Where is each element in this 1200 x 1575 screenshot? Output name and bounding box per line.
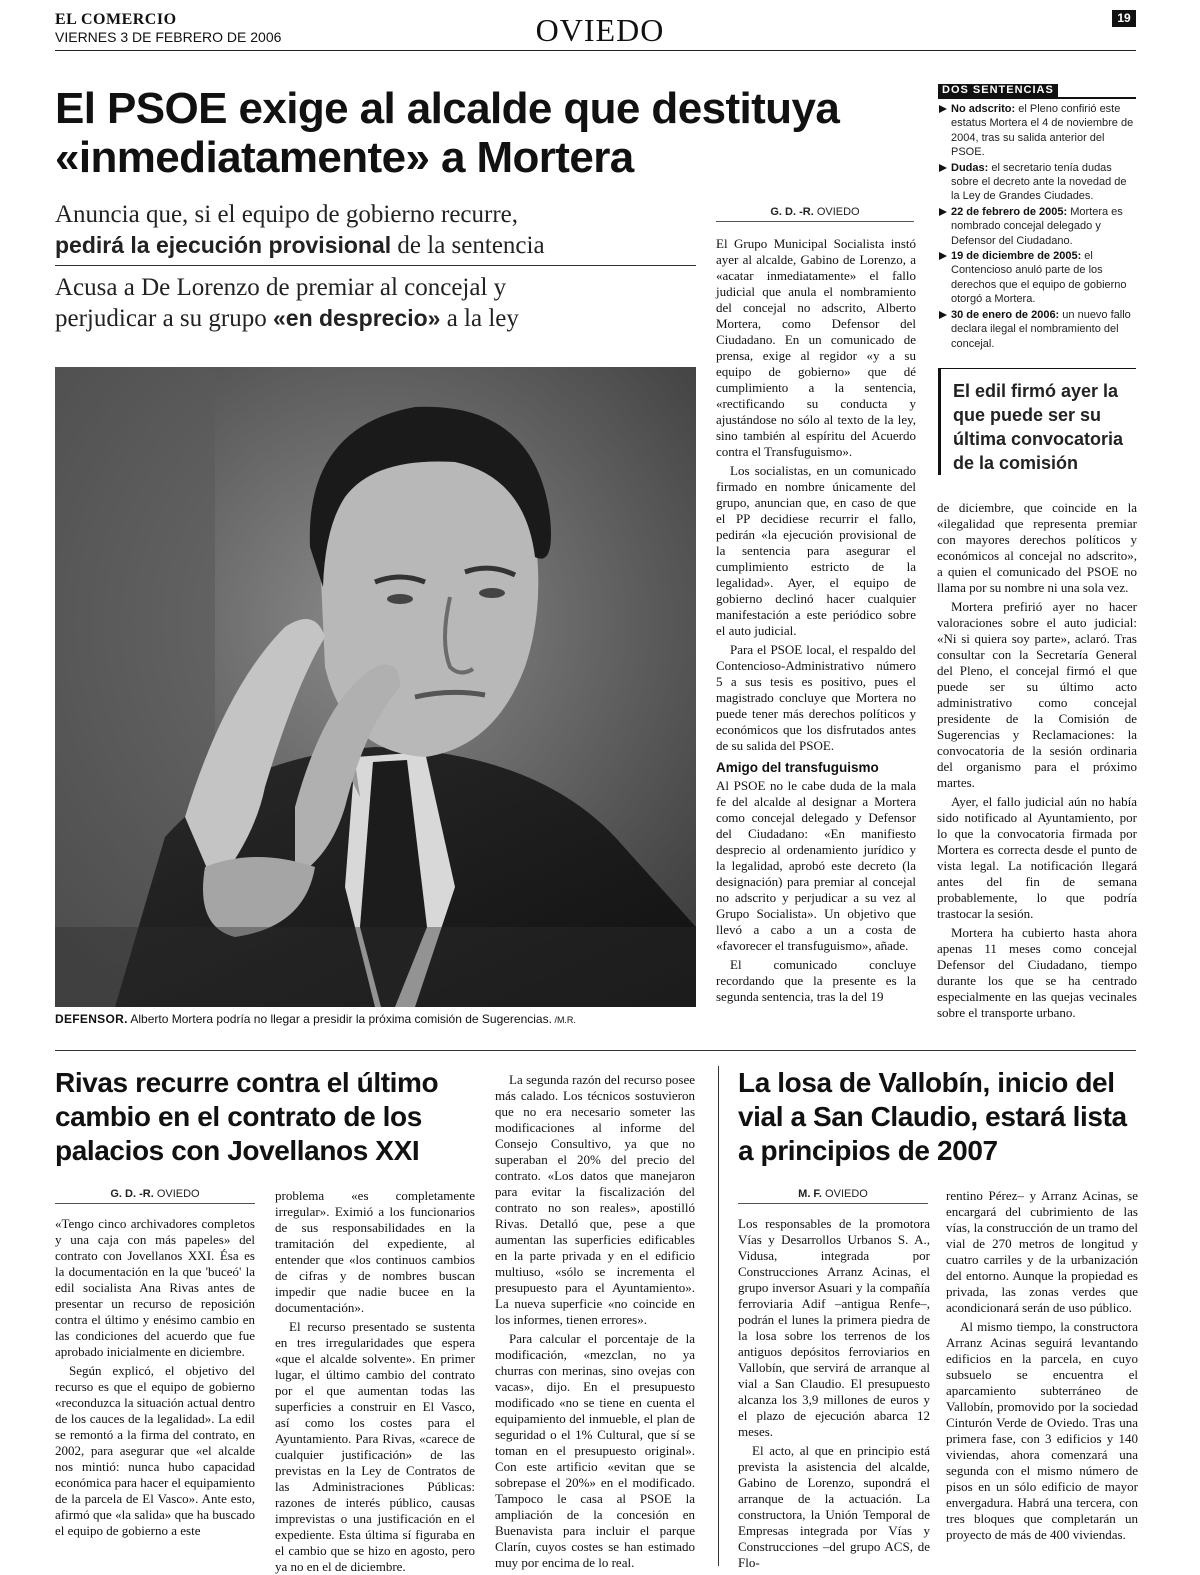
sidebar-rule	[938, 97, 1136, 99]
bottom-section-rule	[55, 1050, 1136, 1051]
timeline-text: Mortera es nombrado concejal delegado y Defensor del Ciudadano.	[951, 205, 1123, 247]
subhead-2-bold: «en desprecio»	[272, 305, 441, 331]
story2-byline-place: OVIEDO	[153, 1188, 200, 1200]
lead-column-1	[716, 236, 916, 1008]
subhead-1-rest: de la sentencia	[391, 232, 545, 259]
story3-paragraph: rentino Pérez– y Arranz Acinas, se encargará del cubrimiento de las vías, la construcción de un tramo del vial de 270 metros de longitud y cuatro carriles y de la urbanización del entorno. Aunque la propiedad es privada, las zonas verdes que acondicionará serán de uso público.	[946, 1188, 1138, 1315]
subhead-1-bold: pedirá la ejecución provisional	[55, 232, 392, 258]
lead-intertitle: Amigo del transfuguismo	[716, 760, 879, 775]
timeline-text: el Contencioso anuló parte de los derechos que el equipo de gobierno otorgó a Mortera.	[951, 250, 1127, 306]
timeline-item	[938, 205, 1136, 248]
lead-col2-paragraph: Ayer, el fallo judicial aún no había sido notificado al Ayuntamiento, por lo que la convocatoria firmada por Mortera es correcta desde el punto de vista legal. La notificación llegará antes del fin de semana probablemente, lo que podría trastocar la sesión.	[937, 794, 1137, 921]
lead-column-2	[937, 500, 1137, 1024]
timeline-label: 19 de diciembre de 2005:	[951, 250, 1082, 263]
portrait-illustration	[55, 367, 696, 1007]
page-number: 19	[1112, 10, 1136, 27]
story3-paragraph: Los responsables de la promotora Vías y Desarrollos Urbanos S. A., Vidusa, integrada por Construcciones Arranz Acinas, el grupo inversor Asuari y la compañía ferroviaria Adif –antigua Renfe–, podrán el lunes la primera piedra de la losa sobre los terrenos de los antiguos depósitos ferroviarios en Vallobín, que servirá de arranque al vial a San Claudio. El presupuesto alcanza los 3,9 millones de euros y el plazo de ejecución abarca 12 meses.	[738, 1216, 930, 1439]
story3-byline	[738, 1188, 928, 1204]
lead-headline-line1: El PSOE exige al alcalde que destituya	[55, 84, 840, 133]
caption-text: Alberto Mortera podría no llegar a presidir la próxima comisión de Sugerencias.	[127, 1012, 552, 1026]
timeline-text: el Pleno confirió este estatus Mortera el 4 de noviembre de 2004, tras su salida anterior del PSOE.	[951, 103, 1134, 159]
subhead-2-start: perjudicar a su grupo	[55, 305, 273, 332]
subhead-2-line1: Acusa a De Lorenzo de premiar al concejal y	[55, 274, 507, 301]
story3-byline-place: OVIEDO	[822, 1188, 868, 1200]
lead-col1-paragraph: Los socialistas, en un comunicado firmado en nombre únicamente del grupo, anuncian que, en caso de que el PP decidiese recurrir el fallo, pedirán «la ejecución provisional de la sentencia para asegurar el cumplimiento estricto de la legalidad». Ayer, el equipo de gobierno declinó hacer cualquier manifestación a este periódico sobre el auto judicial.	[716, 463, 916, 638]
caption-label: DEFENSOR.	[55, 1012, 128, 1026]
issue-date: VIERNES 3 DE FEBRERO DE 2006	[55, 29, 282, 45]
lead-col1-paragraph: El comunicado concluye recordando que la presente es la segunda sentencia, tras la del 19	[716, 957, 916, 1004]
lead-col1-paragraph: Para el PSOE local, el respaldo del Contencioso-Administrativo número 5 a sus tesis es positivo, pues el magistrado concluye que Mortera no puede tener más derechos políticos y económicos que los disfrutados antes de su salida del PSOE.	[716, 642, 916, 753]
story2-column-3	[495, 1072, 695, 1574]
story2-byline-author: G. D. -R.	[110, 1188, 154, 1200]
story2-paragraph: Según explicó, el objetivo del recurso es que el equipo de gobierno «reconduzca la situación actual dentro de los cauces de la legalidad». La edil se remontó a la firma del contrato, en 2002, para asegurar que «el alcalde nos mintió: nunca hubo capacidad económica para hacer el equipamiento de la parcela de El Vasco». Ante esto, afirmó que «la salida» que ha buscado el equipo de gobierno a este	[55, 1363, 255, 1538]
lead-byline-place: OVIEDO	[813, 206, 860, 218]
lead-col2-paragraph: Mortera prefirió ayer no hacer valoraciones sobre el auto judicial: «Ni si quiera soy parte», aclaró. Tras consultar con la Secretaría General del Pleno, el concejal firmó el que puede ser su último acto administrativo como concejal presidente de la Comisión de Sugerencias y Reclamaciones: la convocatoria de la sesión ordinaria del organismo para el próximo martes.	[937, 599, 1137, 790]
lead-byline-author: G. D. -R.	[770, 206, 814, 218]
lead-headline	[55, 84, 915, 182]
photo-caption	[55, 1012, 696, 1026]
story3-byline-author: M. F.	[798, 1188, 822, 1200]
lead-col2-paragraph: de diciembre, que coincide en la «ilegalidad que representa premiar con mayores derechos políticos y económicos al concejal no adscrito», a quien el comunicado del PSOE no llama por su nombre ni una sola vez.	[937, 500, 1137, 595]
pull-quote: El edil firmó ayer la que puede ser su última convocatoria de la comisión	[938, 368, 1136, 475]
timeline-item	[938, 308, 1136, 351]
subhead-divider	[55, 265, 696, 266]
timeline-item	[938, 249, 1136, 307]
lead-col1-paragraph: El Grupo Municipal Socialista instó ayer al alcalde, Gabino de Lorenzo, a «acatar inmediatamente» el fallo judicial que anula el nombramiento del concejal no adscrito, Alberto Mortera, como Defensor del Ciudadano. En un comunicado de prensa, exige al regidor «y a su equipo de gobierno» que dé cumplimiento a la sentencia, «rectificando su conducta y ajustándose no sólo al texto de la ley, sino también al espíritu del Acuerdo contra el Transfuguismo».	[716, 236, 916, 459]
story2-paragraph: «Tengo cinco archivadores completos y una caja con más papeles» del contrato con Jovellanos XXI. Ésa es la documentación en la que 'buceó' la edil socialista Ana Rivas antes de presentar un recurso de reposición contra el último y enésimo cambio en las condiciones del acuerdo que fue aprobado inicialmente en diciembre.	[55, 1216, 255, 1359]
lead-col1-paragraph: Al PSOE no le cabe duda de la mala fe del alcalde al designar a Mortera como concejal delegado y Defensor del Ciudadano: «En manifiesto desprecio al ordenamiento jurídico y la legalidad, aprobó este decreto (la designación) para premiar al concejal no adscrito y perjudicar a su vez al Grupo Socialista». Un objetivo que llevó a cabo a un a costa de «favorecer el transfuguismo», añade.	[716, 778, 916, 953]
subhead-2-rest: a la ley	[440, 305, 519, 332]
section-title: OVIEDO	[535, 12, 665, 48]
timeline-label: Dudas:	[951, 161, 989, 174]
lead-photo	[55, 367, 696, 1007]
story2-byline	[55, 1188, 255, 1204]
photo-credit: /M.R.	[551, 1015, 576, 1025]
story3-headline: La losa de Vallobín, inicio del vial a San Claudio, estará lista a principios de 2007	[738, 1067, 1127, 1166]
story2-column-1	[55, 1216, 255, 1542]
story3-paragraph: Al mismo tiempo, la constructora Arranz Acinas seguirá levantando edificios en la parcela, en cuyo subsuelo se encuentra el aparcamiento subterráneo de Vallobín, promovido por la sociedad Cinturón Verde de Oviedo. Tras una primera fase, con 3 edificios y 140 viviendas, ahora comenzará una segunda con el mismo número de pisos en un sólo edificio de mayor envergadura. Habrá una tercera, con tres bloques que completarán un proyecto de más de 400 viviendas.	[946, 1319, 1138, 1542]
sidebar-timeline	[938, 102, 1136, 352]
story2-paragraph: Para calcular el porcentaje de la modificación, «mezclan, no ya churras con merinas, sino ovejas con vacas», dijo. En el presupuesto modificado «no se tiene en cuenta el equipamiento del inmueble, el plan de seguridad o el 1% Cultural, que sí se toman en el presupuesto original». Con este artificio «evitan que se sobrepase el 20%» en el modificado. Tampoco le casa al PSOE la ampliación de la concesión en Buenavista para incluir el parque Clarín, cuyos costes se han estimado muy por encima de lo real.	[495, 1331, 695, 1570]
story3-column-2	[946, 1188, 1138, 1546]
story2-paragraph: problema «es completamente irregular». Eximió a los funcionarios de sus responsabilidades en la tramitación del expediente, al entender que «los continuos cambios de cifras y de nombres buscan impedir que nadie bucee en la documentación».	[275, 1188, 475, 1315]
timeline-text: un nuevo fallo declara ilegal el nombramiento del concejal.	[951, 308, 1131, 350]
lead-subhead-1	[55, 200, 695, 261]
timeline-label: 30 de enero de 2006:	[951, 308, 1060, 321]
story3-column-1	[738, 1216, 930, 1574]
story3-paragraph: El acto, al que en principio está prevista la asistencia del alcalde, Gabino de Lorenzo, supondrá el arranque de la actuación. La constructora, la Unión Temporal de Empresas integrada por Vías y Construcciones –del grupo ACS, de Flo-	[738, 1443, 930, 1570]
story2-headline: Rivas recurre contra el último cambio en el contrato de los palacios con Jovellanos XXI	[55, 1067, 439, 1166]
subhead-1-line2	[55, 230, 695, 261]
lead-col2-paragraph: Mortera ha cubierto hasta ahora apenas 11 meses como concejal Defensor del Ciudadano, tiempo durante los que se ha centrado especialmente en las quejas vecinales sobre el transporte urbano.	[937, 925, 1137, 1020]
timeline-text: el secretario tenía dudas sobre el decreto ante la novedad de la Ley de Grandes Ciudades.	[951, 161, 1127, 203]
lead-subhead-2	[55, 273, 695, 334]
newspaper-name: EL COMERCIO	[55, 11, 177, 28]
lead-byline	[716, 206, 914, 222]
story2-column-2	[275, 1188, 475, 1575]
lead-headline-line2: «inmediatamente» a Mortera	[55, 133, 634, 182]
story2-paragraph: El recurso presentado se sustenta en tres irregularidades que espera «que el alcalde solvente». En primer lugar, el último cambio del contrato por el que aumentan todas las superficies a construir en El Vasco, así como los costes para el Ayuntamiento. Para Rivas, «carece de cualquier justificación» de las previstas en la Ley de Contratos de las Administraciones Públicas: razones de interés público, causas imprevistas o una justificación en el expediente. Esta última sí figuraba en el cambio que se hizo en agosto, pero ya no en el de diciembre.	[275, 1319, 475, 1574]
story2-paragraph: La segunda razón del recurso posee más calado. Los técnicos sostuvieron que no era necesario someter las modificaciones al informe del Consejo Consultivo, ya que no superaban el 20% del precio del contrato. «Los datos que manejaron para evitar la fiscalización del contrato no son reales», apostilló Rivas. Detalló que, pese a que aumentan las superficies edificables en la parte privada y en el edificio multiuso, «sólo se incrementa el presupuesto para el Ayuntamiento». La nueva superficie «no coincide en los informes, tienen errores».	[495, 1072, 695, 1327]
timeline-label: 22 de febrero de 2005:	[951, 205, 1068, 218]
timeline-label: No adscrito:	[951, 103, 1016, 115]
subhead-1-line1: Anuncia que, si el equipo de gobierno recurre,	[55, 201, 519, 228]
subhead-2-line2	[55, 303, 695, 334]
timeline-item	[938, 102, 1136, 160]
masthead-rule	[55, 50, 1136, 51]
timeline-item	[938, 161, 1136, 204]
story-separator	[718, 1066, 719, 1566]
sidebar-title: DOS SENTENCIAS	[938, 84, 1058, 97]
